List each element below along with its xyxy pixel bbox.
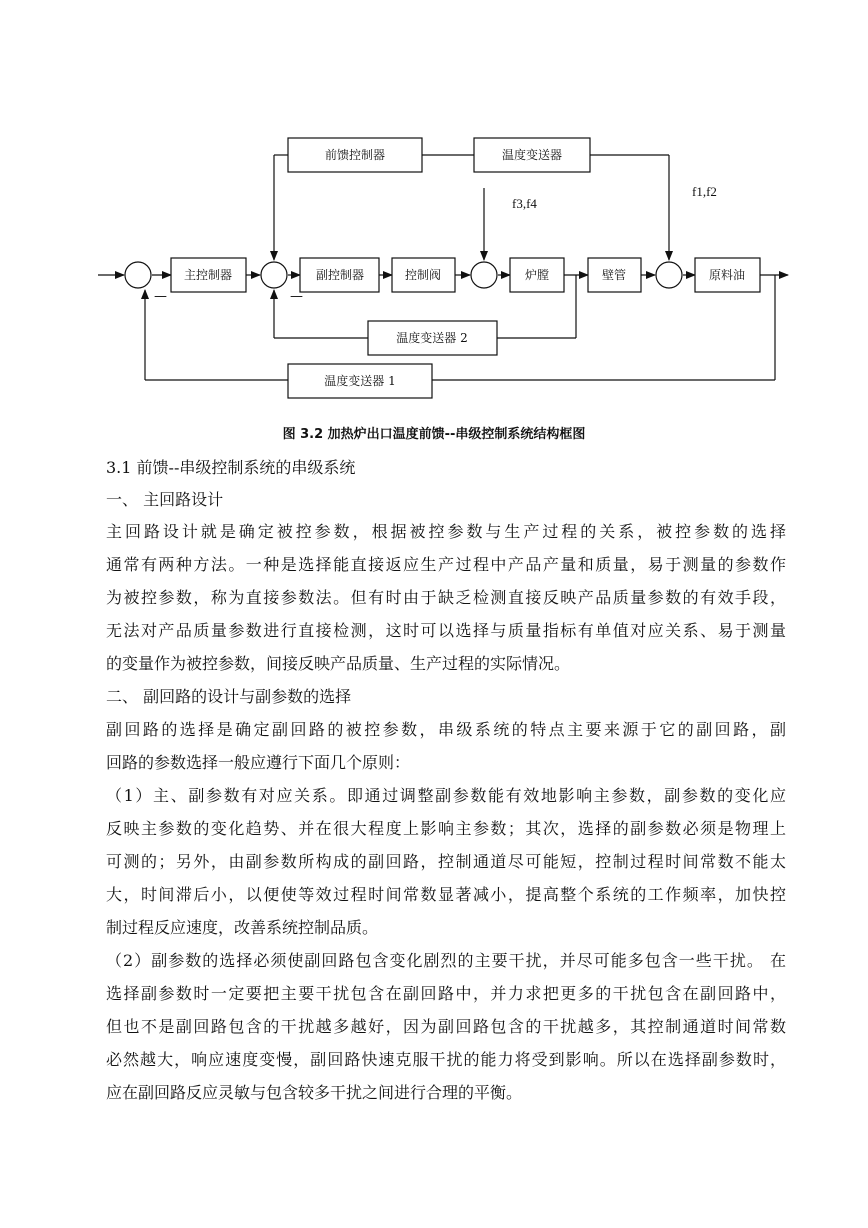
minus-sign-sub: — — [290, 289, 303, 304]
summing-junction-furnace — [471, 262, 497, 288]
paragraph-line: 可测的；另外，由副参数所构成的副回路，控制通道尽可能短，控制过程时间常数不能太 — [106, 852, 786, 871]
paragraph-line: 主回路设计就是确定被控参数，根据被控参数与生产过程的关系，被控参数的选择 — [106, 522, 786, 541]
paragraph-line: 副回路的选择是确定副回路的被控参数，串级系统的特点主要来源于它的副回路，副 — [106, 720, 786, 739]
heading-main-loop: 一、 主回路设计 — [106, 490, 224, 509]
summing-junction-sub — [261, 262, 287, 288]
label-furnace: 炉膛 — [524, 268, 550, 282]
minus-sign-main: — — [154, 289, 167, 304]
paragraph-line: 必然越大，响应速度变慢，副回路快速克服干扰的能力将受到影响。所以在选择副参数时， — [106, 1050, 786, 1069]
paragraph-line: 回路的参数选择一般应遵行下面几个原则： — [106, 753, 411, 772]
paragraph-line: 无法对产品质量参数进行直接检测，这时可以选择与质量指标有单值对应关系、易于测量 — [106, 621, 786, 640]
paragraph-line: （1）主、副参数有对应关系。即通过调整副参数能有效地影响主参数，副参数的变化应 — [106, 786, 786, 805]
label-feedforward-controller: 前馈控制器 — [324, 148, 386, 162]
paragraph-line: 制过程反应速度，改善系统控制品质。 — [106, 918, 379, 937]
paragraph-line: 选择副参数时一定要把主要干扰包含在副回路中，并力求把更多的干扰包含在副回路中， — [106, 984, 786, 1003]
paragraph-line: 的变量作为被控参数，间接反映产品质量、生产过程的实际情况。 — [106, 654, 571, 673]
paragraph-line: 应在副回路反应灵敏与包含较多干扰之间进行合理的平衡。 — [106, 1083, 523, 1102]
disturbance-f3-f4: f3,f4 — [512, 196, 537, 211]
paragraph-line: 通常有两种方法。一种是选择能直接返应生产过程中产品产量和质量，易于测量的参数作 — [106, 555, 786, 574]
summing-junction-outlet — [656, 262, 682, 288]
label-sub-controller: 副控制器 — [315, 268, 365, 282]
label-temp-transmitter-top: 温度变送器 — [501, 148, 563, 162]
label-temp-transmitter-2: 温度变送器 2 — [396, 331, 468, 345]
paragraph-line: 但也不是副回路包含的干扰越多越好，因为副回路包含的干扰越多，其控制通道时间常数 — [106, 1017, 786, 1036]
label-main-controller: 主控制器 — [183, 268, 233, 282]
heading-sub-loop: 二、 副回路的设计与副参数的选择 — [106, 687, 352, 706]
paragraph-line: 反映主参数的变化趋势、并在很大程度上影响主参数；其次，选择的副参数必须是物理上 — [106, 819, 786, 838]
label-temp-transmitter-1: 温度变送器 1 — [324, 374, 396, 388]
label-furnace-tube: 壁管 — [601, 268, 627, 282]
paragraph-line: 为被控参数，称为直接参数法。但有时由于缺乏检测直接反映产品质量参数的有效手段， — [106, 588, 786, 607]
label-control-valve: 控制阀 — [404, 268, 442, 282]
paragraph-line: （2）副参数的选择必须使副回路包含变化剧烈的主要干扰，并尽可能多包含一些干扰。 在 — [106, 951, 786, 970]
summing-junction-main — [125, 262, 151, 288]
disturbance-f1-f2: f1,f2 — [692, 184, 717, 199]
section-title: 3.1 前馈--串级控制系统的串级系统 — [106, 458, 356, 477]
block-diagram — [0, 0, 868, 410]
paragraph-line: 大，时间滞后小，以便使等效过程时间常数显著减小，提高整个系统的工作频率，加快控 — [106, 885, 786, 904]
label-crude-oil: 原料油 — [708, 268, 746, 282]
figure-caption: 图 3.2 加热炉出口温度前馈--串级控制系统结构框图 — [282, 427, 586, 442]
